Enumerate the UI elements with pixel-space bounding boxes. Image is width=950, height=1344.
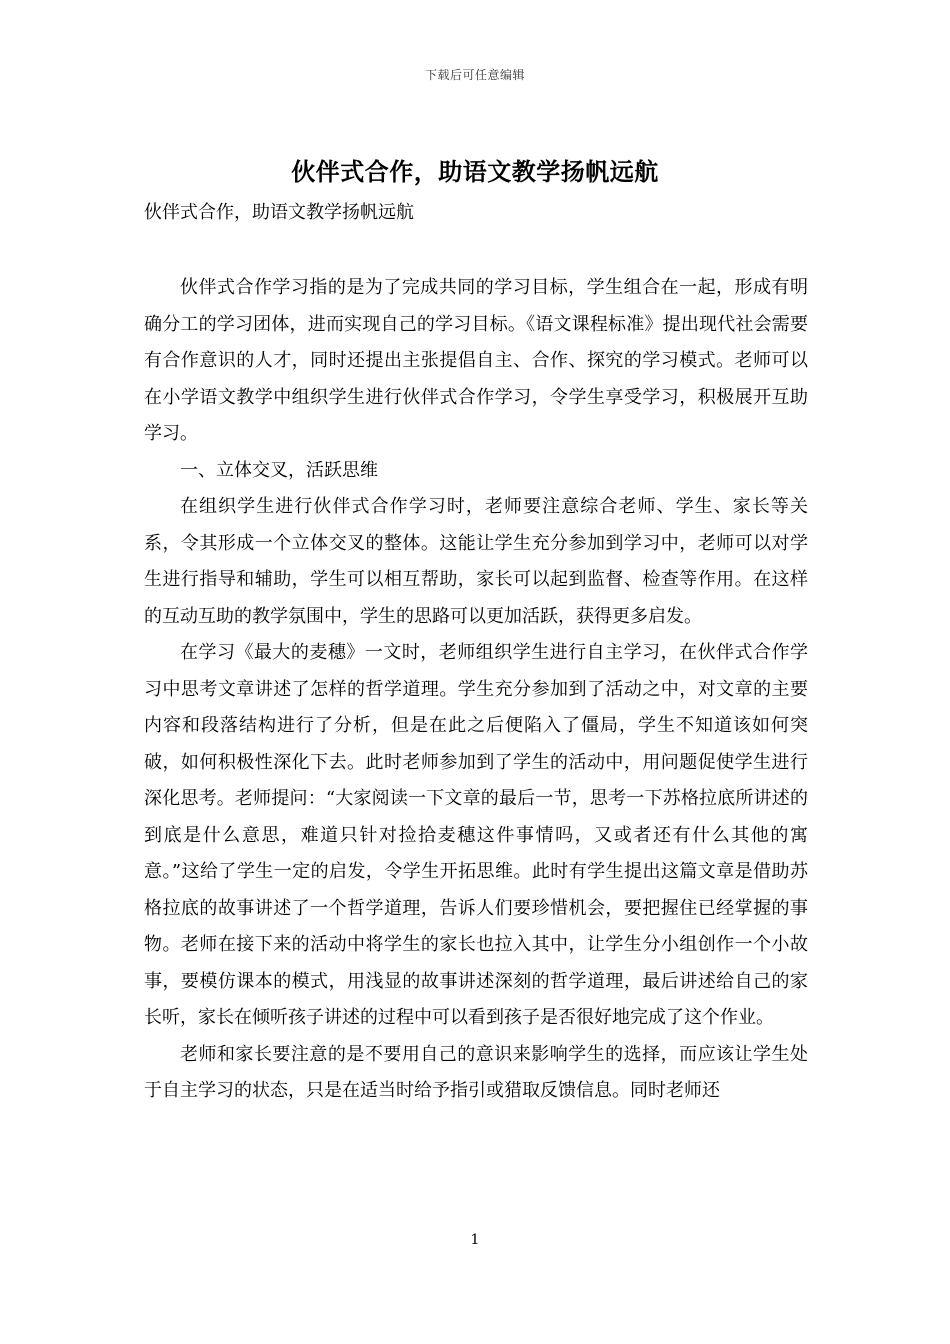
document-title: 伙伴式合作，助语文教学扬帆远航 <box>291 157 659 186</box>
body-paragraph: 在学习《最大的麦穗》一文时，老师组织学生进行自主学习，在伙伴式合作学习中思考文章讲述了怎样的哲学道理。学生充分参加到了活动之中，对文章的主要内容和段落结构进行了分析，但是在此之后便陷入了僵局，学生不知道该如何突破，如何积极性深化下去。此时老师参加到了学生的活动中，用问题促使学生进行深化思考。老师提问：“大家阅读一下文章的最后一节，思考一下苏格拉底所讲述的到底是什么意思，难道只针对捡拾麦穗这件事情吗，又或者还有什么其他的寓意。”这给了学生一定的启发，令学生开拓思维。此时有学生提出这篇文章是借助苏格拉底的故事讲述了一个哲学道理，告诉人们要珍惜机会，要把握住已经掌握的事物。老师在接下来的活动中将学生的家长也拉入其中，让学生分小组创作一个小故事，要模仿课本的模式，用浅显的故事讲述深刻的哲学道理，最后讲述给自己的家长听，家长在倾听孩子讲述的过程中可以看到孩子是否很好地完成了这个作业。 <box>144 642 808 1028</box>
body-paragraph: 在组织学生进行伙伴式合作学习时，老师要注意综合老师、学生、家长等关系，令其形成一个立体交叉的整体。这能让学生充分参加到学习中，老师可以对学生进行指导和辅助，学生可以相互帮助，家长可以起到监督、检查等作用。在这样的互动互助的教学氛围中，学生的思路可以更加活跃，获得更多启发。 <box>144 496 808 627</box>
document-subtitle: 伙伴式合作，助语文教学扬帆远航 <box>144 202 414 223</box>
body-paragraph: 伙伴式合作学习指的是为了完成共同的学习目标，学生组合在一起，形成有明确分工的学习团体，进而实现自己的学习目标。《语文课程标准》提出现代社会需要有合作意识的人才，同时还提出主张提倡自主、合作、探究的学习模式。老师可以在小学语文教学中组织学生进行伙伴式合作学习，令学生享受学习，积极展开互助学习。 <box>144 277 808 444</box>
page-number: 1 <box>470 1232 480 1248</box>
section-heading: 一、立体交叉，活跃思维 <box>180 459 378 481</box>
header-note: 下载后可任意编辑 <box>424 68 525 82</box>
document-body <box>144 270 808 1110</box>
body-paragraph: 老师和家长要注意的是不要用自己的意识来影响学生的选择，而应该让学生处于自主学习的状态，只是在适当时给予指引或猎取反馈信息。同时老师还 <box>144 1043 808 1101</box>
